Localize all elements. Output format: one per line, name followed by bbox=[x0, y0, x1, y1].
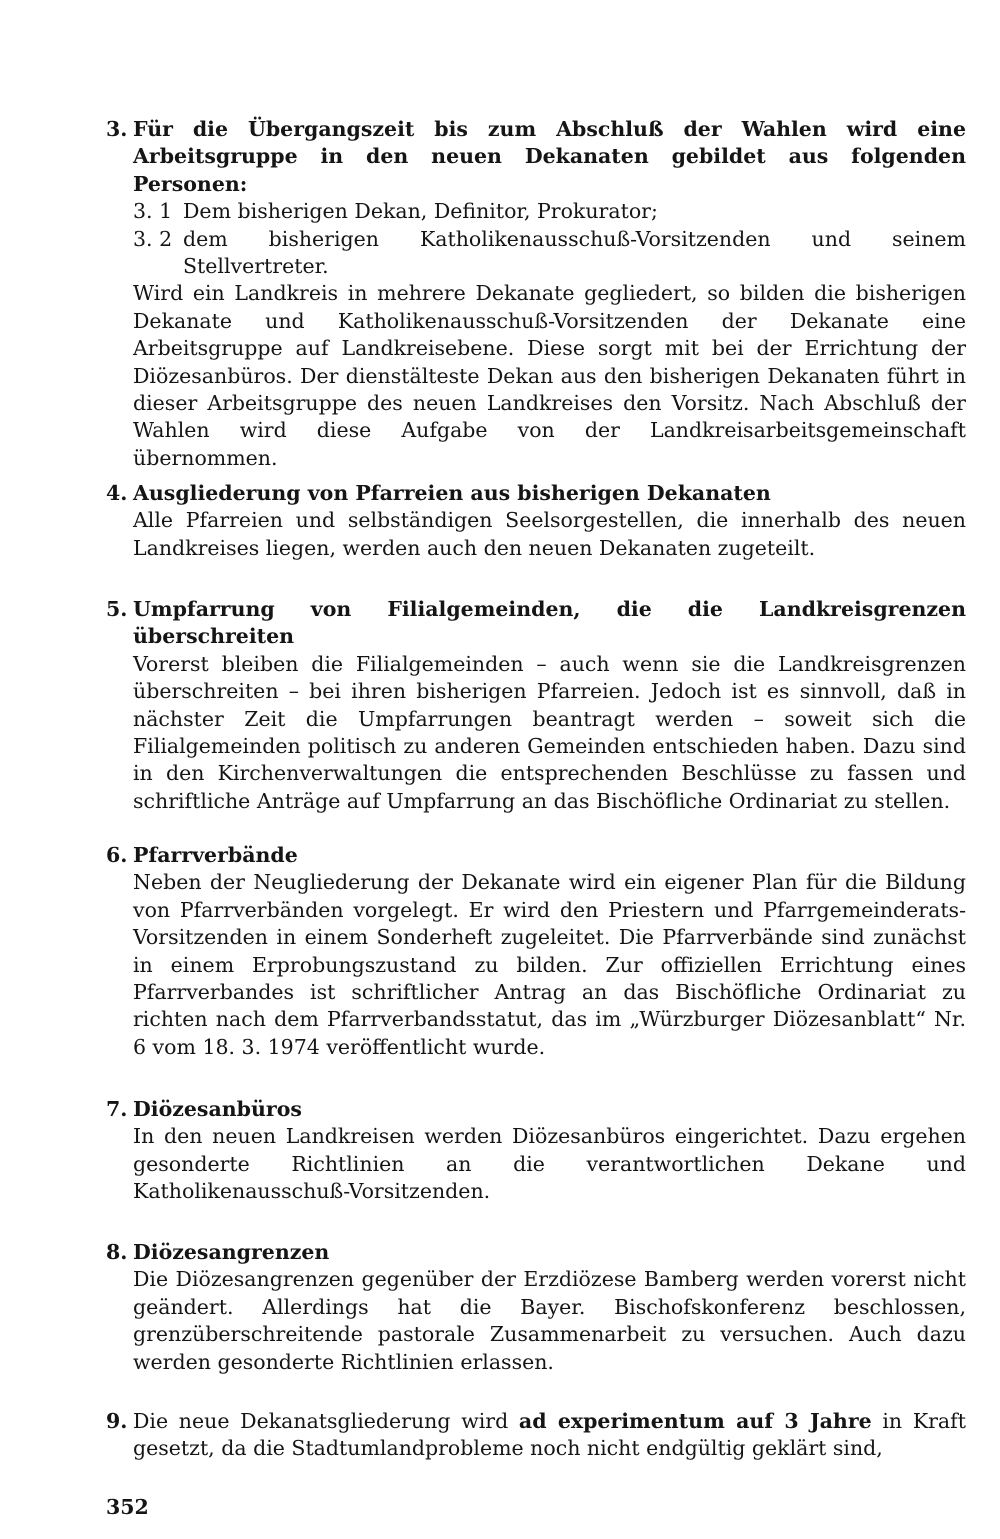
section-3 bbox=[106, 116, 966, 472]
sub-item-text: Dem bisherigen Dekan, Definitor, Prokurator; bbox=[183, 199, 658, 224]
section-body: Die Diözesangrenzen gegenüber der Erzdiözese Bamberg werden vorerst nicht geändert. Allerdings hat die Bayer. Bischofskonferenz beschlossen, grenzüberschreitende pastorale Zusammenarbeit zu versuchen. Auch dazu werden gesonderte Richtlinien erlassen. bbox=[133, 1267, 966, 1374]
section-body: Vorerst bleiben die Filialgemeinden – auch wenn sie die Landkreisgrenzen überschreiten – bei ihren bisherigen Pfarreien. Jedoch ist es sinnvoll, daß in nächster Zeit die Umpfarrungen beantragt werden – soweit sich die Filialgemeinden politisch zu anderen Gemeinden entschieden haben. Dazu sind in den Kirchenverwaltungen die entsprechenden Beschlüsse zu fassen und schriftliche Anträge auf Umpfarrung an das Bischöfliche Ordinariat zu stellen. bbox=[133, 651, 966, 813]
section-number: 5. bbox=[106, 597, 128, 621]
section-heading: Diözesanbüros bbox=[133, 1097, 302, 1121]
section-number: 7. bbox=[106, 1097, 128, 1121]
section-heading: Pfarrverbände bbox=[133, 843, 298, 867]
sub-item bbox=[133, 198, 966, 225]
section-body: Neben der Neugliederung der Dekanate wird ein eigener Plan für die Bildung von Pfarrverbänden vorgelegt. Er wird den Priestern und Pfarrgemeinderats-Vorsitzenden in einem Sonderheft zugeleitet. Die Pfarrverbände sind zunächst in einem Erprobungszustand zu bilden. Zur offiziellen Errichtung eines Pfarrverbandes ist schriftlicher Antrag an das Bischöfliche Ordinariat zu richten nach dem Pfarrverbandsstatut, das im „Würzburger Diözesanblatt“ Nr. 6 vom 18. 3. 1974 veröffentlicht wurde. bbox=[133, 870, 966, 1059]
section-text: Die neue Dekanatsgliederung wird bbox=[133, 1409, 509, 1433]
section-6 bbox=[106, 842, 966, 1061]
section-heading: Diözesangrenzen bbox=[133, 1240, 330, 1264]
sub-item-text: dem bisherigen Katholikenausschuß-Vorsitzenden und seinem Stellvertreter. bbox=[183, 226, 966, 279]
section-number: 6. bbox=[106, 843, 128, 867]
section-9 bbox=[106, 1408, 966, 1463]
page-number: 352 bbox=[106, 1495, 149, 1519]
section-body: Alle Pfarreien und selbständigen Seelsorgestellen, die innerhalb des neuen Landkreises liegen, werden auch den neuen Dekanaten zugeteilt. bbox=[133, 508, 966, 560]
section-number: 8. bbox=[106, 1240, 128, 1264]
section-text: in Kraft gesetzt, da die Stadtumlandprobleme noch nicht endgültig geklärt sind, bbox=[133, 1409, 966, 1461]
section-heading: Umpfarrung von Filialgemeinden, die die Landkreisgrenzen überschreiten bbox=[133, 597, 966, 649]
section-number: 4. bbox=[106, 481, 128, 505]
section-body: In den neuen Landkreisen werden Diözesanbüros eingerichtet. Dazu ergehen gesonderte Richtlinien an die verantwortlichen Dekane und Katholikenausschuß-Vorsitzenden. bbox=[133, 1124, 966, 1204]
section-body: Wird ein Landkreis in mehrere Dekanate gegliedert, so bilden die bisherigen Dekanate und Katholikenausschuß-Vorsitzenden der Dekanate eine Arbeitsgruppe auf Landkreisebene. Diese sorgt mit bei der Errichtung der Diözesanbüros. Der dienstälteste Dekan aus den bisherigen Dekanaten führt in dieser Arbeitsgruppe des neuen Landkreises den Vorsitz. Nach Abschluß der Wahlen wird diese Aufgabe von der Landkreisarbeitsgemeinschaft übernommen. bbox=[133, 281, 966, 470]
section-7 bbox=[106, 1096, 966, 1206]
sub-item bbox=[133, 226, 966, 281]
sub-item-number: 3. 2 bbox=[133, 226, 173, 251]
section-number: 3. bbox=[106, 117, 128, 141]
section-body bbox=[133, 1408, 966, 1463]
section-8 bbox=[106, 1239, 966, 1376]
section-heading: Für die Übergangszeit bis zum Abschluß der Wahlen wird eine Arbeitsgruppe in den neuen Dekanaten gebildet aus folgenden Personen: bbox=[133, 117, 966, 196]
section-number: 9. bbox=[106, 1409, 128, 1433]
section-4 bbox=[106, 480, 966, 562]
sub-item-number: 3. 1 bbox=[133, 199, 173, 224]
section-heading: Ausgliederung von Pfarreien aus bisherigen Dekanaten bbox=[133, 481, 771, 505]
section-emphasis: ad experimentum auf 3 Jahre bbox=[518, 1409, 872, 1433]
section-5 bbox=[106, 596, 966, 815]
